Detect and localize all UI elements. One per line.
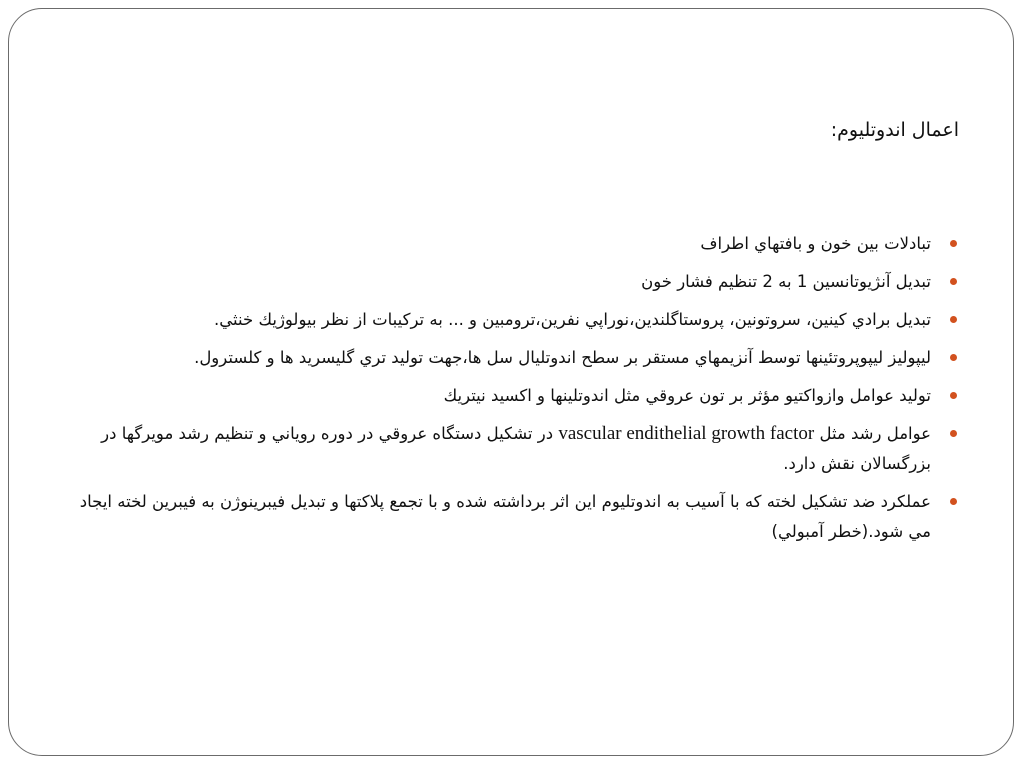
bullet-text: تبادلات بين خون و بافتهاي اطراف <box>700 234 931 253</box>
slide-title: اعمال اندوتليوم: <box>830 119 959 141</box>
bullet-dot-icon <box>950 392 957 399</box>
bullet-dot-icon <box>950 240 957 247</box>
bullet-dot-icon <box>950 354 957 361</box>
bullet-item <box>67 381 957 411</box>
bullet-text: تبديل آنژيوتانسين 1 به 2 تنظيم فشار خون <box>641 272 931 291</box>
bullet-item <box>67 267 957 297</box>
bullet-text: توليد عوامل وازواكتيو مؤثر بر تون عروقي مثل اندوتلينها و اكسيد نيتريك <box>443 386 931 405</box>
bullet-dot-icon <box>950 316 957 323</box>
bullet-text: عملكرد ضد تشكيل لخته كه با آسيب به اندوتليوم اين اثر برداشته شده و با تجمع پلاكتها و تبديل فيبرينوژن به فيبرين لخته ايجاد مي شود.(خطر آمبولي) <box>79 492 931 541</box>
bullet-item <box>67 305 957 335</box>
bullet-dot-icon <box>950 430 957 437</box>
bullet-text-after: در تشكيل دستگاه عروقي در دوره روياني و تنظيم رشد مويرگها در بزرگسالان نقش دارد. <box>101 424 931 473</box>
bullet-list <box>67 229 957 555</box>
bullet-item <box>67 343 957 373</box>
bullet-item <box>67 419 957 479</box>
bullet-text-before: عوامل رشد مثل <box>819 424 931 443</box>
slide-frame <box>8 8 1014 756</box>
bullet-text: ليپوليز ليپوپروتئينها توسط آنزيمهاي مستقر بر سطح اندوتليال سل ها،جهت توليد تري گليسريد ها و كلسترول. <box>194 348 931 367</box>
bullet-dot-icon <box>950 278 957 285</box>
bullet-item <box>67 487 957 547</box>
bullet-item <box>67 229 957 259</box>
bullet-latin-term: vascular endithelial growth factor <box>558 423 815 444</box>
bullet-dot-icon <box>950 498 957 505</box>
bullet-text: تبديل برادي كينين، سروتونين، پروستاگلندين،نوراپي نفرين،ترومبين و ... به تركيبات از نظر بيولوژيك خنثي. <box>214 310 931 329</box>
